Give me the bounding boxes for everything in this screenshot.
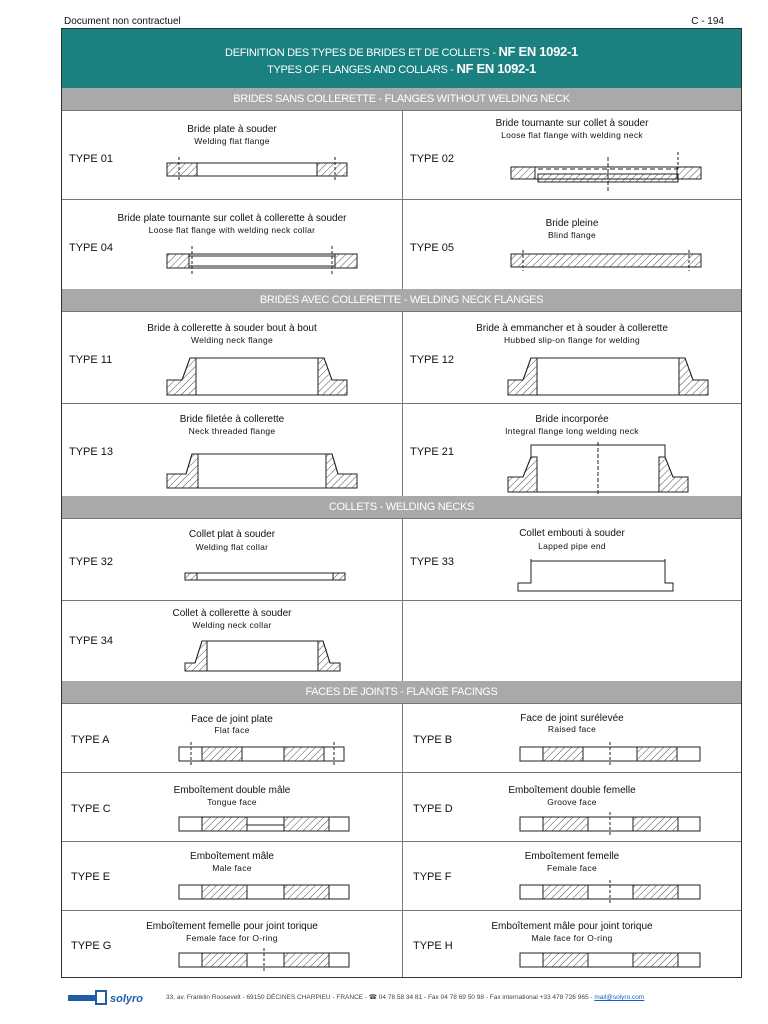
type-label: TYPE 13	[69, 446, 114, 458]
label-fr: Bride incorporée	[535, 414, 609, 425]
label-fr: Face de joint plate	[191, 714, 273, 725]
cell-type-g	[62, 910, 402, 977]
facing-drawing	[515, 878, 715, 906]
label-en: Neck threaded flange	[188, 426, 276, 436]
label-fr: Bride tournante sur collet à souder	[495, 118, 649, 129]
type-label: TYPE A	[71, 734, 110, 746]
label-fr: Collet à collerette à souder	[172, 608, 292, 619]
cell-type-32	[62, 518, 402, 600]
type-label: TYPE 05	[410, 242, 455, 254]
cell-type-33	[402, 518, 741, 600]
label-fr: Emboîtement femelle	[524, 851, 620, 862]
type-label: TYPE 02	[410, 153, 455, 165]
section-header-welding-neck: BRIDES AVEC COLLERETTE - WELDING NECK FLANGES	[62, 289, 741, 311]
facing-drawing	[174, 878, 364, 906]
cell-type-f	[402, 841, 741, 910]
email-link[interactable]: mail@solyro.com	[594, 994, 645, 1001]
flange-types-sheet	[61, 28, 742, 978]
type-label: TYPE H	[413, 940, 453, 952]
label-fr: Bride pleine	[545, 218, 599, 229]
type-label: TYPE 01	[69, 153, 114, 165]
collar-drawing	[180, 633, 380, 678]
label-en: Male face for O-ring	[531, 933, 613, 943]
cell-type-b	[402, 703, 741, 772]
flange-drawing	[508, 147, 718, 197]
label-en: Female face for O-ring	[186, 933, 278, 943]
type-label: TYPE 21	[410, 446, 455, 458]
label-en: Raised face	[547, 724, 597, 734]
label-en: Flat face	[214, 725, 250, 735]
flange-drawing	[162, 350, 387, 400]
label-fr: Emboîtement double femelle	[508, 785, 636, 796]
label-fr: Emboîtement mâle	[190, 851, 274, 862]
solyro-logo	[68, 990, 163, 1006]
facing-drawing	[174, 740, 364, 768]
label-fr: Face de joint surélevée	[520, 713, 624, 724]
page-footer	[62, 986, 742, 1010]
flange-drawing	[503, 437, 728, 497]
type-label: TYPE 04	[69, 242, 114, 254]
collar-drawing	[513, 555, 723, 597]
label-en: Tongue face	[207, 797, 257, 807]
label-en: Hubbed slip-on flange for welding	[503, 335, 641, 345]
title-en: TYPES OF FLANGES AND COLLARS - NF EN 1092-1	[267, 61, 536, 76]
type-label: TYPE 11	[69, 354, 113, 366]
section-header-collars: COLLETS - WELDING NECKS	[62, 496, 741, 518]
facing-drawing	[515, 811, 715, 839]
cell-type-c	[62, 772, 402, 841]
label-fr: Emboîtement double mâle	[173, 785, 291, 796]
cell-type-13	[62, 403, 402, 496]
label-fr: Emboîtement mâle pour joint torique	[491, 921, 653, 932]
cell-empty	[402, 600, 741, 681]
facing-drawing	[174, 947, 364, 975]
label-fr: Bride plate à souder	[187, 124, 277, 135]
type-label: TYPE F	[413, 871, 452, 883]
collar-drawing	[180, 569, 370, 589]
type-label: TYPE 32	[69, 556, 114, 568]
type-label: TYPE 33	[410, 556, 455, 568]
svg-text:solyro: solyro	[110, 993, 144, 1005]
cell-type-05	[402, 199, 741, 289]
flange-drawing	[162, 240, 387, 285]
facing-drawing	[515, 947, 715, 975]
footer-address: 33, av. Franklin Roosevelt - 69150 DÉCINES CHARPIEU - FRANCE - ☎ 04 78 58 34 81 - Fax 04 78 69 50 98 - Fax international +33 478 726 965 - mail@solyro.com	[166, 994, 645, 1001]
cell-type-01	[62, 110, 402, 199]
type-label: TYPE B	[413, 734, 453, 746]
facing-drawing	[515, 740, 715, 768]
label-en: Welding flat flange	[194, 136, 270, 146]
title-banner	[62, 29, 741, 88]
flange-drawing	[162, 151, 387, 191]
type-label: TYPE 34	[69, 635, 114, 647]
label-en: Blind flange	[547, 230, 597, 240]
facing-drawing	[174, 811, 364, 839]
flange-drawing	[503, 350, 728, 400]
type-label: TYPE D	[413, 803, 453, 815]
cell-type-02	[402, 110, 741, 199]
label-fr: Collet plat à souder	[188, 529, 276, 540]
type-label: TYPE C	[71, 803, 111, 815]
label-en: Groove face	[547, 797, 597, 807]
cell-type-21	[402, 403, 741, 496]
cell-type-a	[62, 703, 402, 772]
type-label: TYPE E	[71, 871, 111, 883]
page-header	[62, 14, 742, 28]
disclaimer: Document non contractuel	[64, 16, 181, 27]
type-label: TYPE 12	[410, 354, 455, 366]
page-number: C - 194	[691, 16, 724, 27]
label-en: Loose flat flange with welding neck	[501, 130, 643, 140]
flange-drawing	[162, 444, 387, 494]
label-en: Welding flat collar	[195, 542, 269, 552]
label-en: Integral flange long welding neck	[505, 426, 639, 436]
cell-type-h	[402, 910, 741, 977]
label-en: Welding neck flange	[190, 335, 274, 345]
label-fr: Bride à collerette à souder bout à bout	[147, 323, 317, 334]
label-fr: Emboîtement femelle pour joint torique	[146, 921, 318, 932]
label-fr: Bride à emmancher et à souder à collerette	[476, 323, 668, 334]
flange-drawing	[508, 248, 718, 278]
type-label: TYPE G	[71, 940, 112, 952]
cell-type-04	[62, 199, 402, 289]
cell-type-11	[62, 311, 402, 403]
cell-type-e	[62, 841, 402, 910]
section-header-no-neck: BRIDES SANS COLLERETTE - FLANGES WITHOUT WELDING NECK	[62, 88, 741, 110]
cell-type-12	[402, 311, 741, 403]
cell-type-34	[62, 600, 402, 681]
title-fr: DEFINITION DES TYPES DE BRIDES ET DE COLLETS - NF EN 1092-1	[225, 44, 578, 59]
label-en: Male face	[212, 863, 252, 873]
label-en: Lapped pipe end	[538, 541, 606, 551]
cell-type-d	[402, 772, 741, 841]
section-header-facings: FACES DE JOINTS - FLANGE FACINGS	[62, 681, 741, 703]
label-en: Welding neck collar	[192, 620, 272, 630]
label-en: Loose flat flange with welding neck collar	[148, 225, 316, 235]
label-fr: Bride filetée à collerette	[179, 414, 285, 425]
label-fr: Collet embouti à souder	[519, 528, 625, 539]
label-fr: Bride plate tournante sur collet à collerette à souder	[117, 213, 347, 224]
label-en: Female face	[546, 863, 598, 873]
